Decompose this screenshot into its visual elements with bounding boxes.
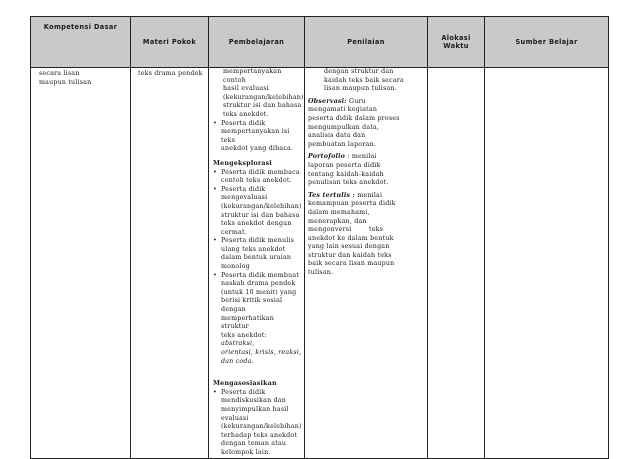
- header-kompetensi-dasar: Kompetensi Dasar: [31, 17, 131, 68]
- eksplorasi-heading: Mengeksplorasi: [213, 159, 273, 167]
- pembelajaran-continued: [213, 68, 302, 120]
- text-line: mempertanyakan isi teks: [221, 128, 290, 144]
- list-item: [213, 272, 302, 367]
- text-fragment: Guru: [346, 97, 366, 105]
- text-line: cermat.: [221, 228, 247, 236]
- list-item: [213, 120, 302, 154]
- text-line: mempertanyakan contoh: [223, 68, 282, 84]
- text-line: dengan teman atau: [221, 440, 287, 448]
- header-sumber-belajar: Sumber Belajar: [485, 17, 609, 68]
- text-line: peserta didik dalam proses: [308, 114, 400, 122]
- text-fragment: menilai: [355, 191, 383, 199]
- text-line: kaidah teks baik secara: [324, 76, 404, 84]
- tes-tertulis-block: [308, 192, 425, 278]
- text-line: tulisan.: [308, 269, 334, 277]
- text-line: Peserta didik: [221, 119, 266, 127]
- text-fragment: teks anekdot:: [221, 331, 267, 339]
- observasi-label: Observasi:: [308, 97, 347, 105]
- list-item: [213, 389, 302, 458]
- text-line: dengan struktur dan: [324, 68, 394, 75]
- list-item: [213, 237, 302, 271]
- text-line: contoh teks anekdot.: [221, 177, 292, 185]
- bullet-icon: •: [213, 237, 217, 245]
- kompetensi-line: secara lisan: [39, 70, 80, 77]
- text-line: Peserta didik membaca: [221, 168, 300, 176]
- text-line: Peserta didik menulis: [221, 237, 295, 245]
- text-line: analisis data dan: [308, 132, 366, 140]
- text-line: (kekurangan/kelebihan): [221, 202, 302, 210]
- text-line: (untuk 10 menit) yang: [221, 288, 297, 296]
- pembelajaran-cell: [209, 68, 305, 459]
- text-line: mengamati kegiatan: [308, 106, 378, 114]
- text-line: hasil evaluasi: [223, 85, 269, 93]
- bullet-icon: •: [213, 185, 217, 193]
- text-line: terhadap teks anekdot: [221, 431, 298, 439]
- text-line: dalam bentuk uraian: [221, 254, 292, 262]
- bullet-list: [213, 169, 302, 367]
- text-line: ulang teks anekdot: [221, 245, 286, 253]
- text-line: mengonversi teks: [308, 226, 384, 234]
- text-line: [308, 98, 425, 107]
- header-penilaian: Penilaian: [305, 17, 428, 68]
- text-line: memperhatikan struktur: [221, 314, 275, 331]
- list-item: [213, 169, 302, 186]
- text-line: lisan maupun tulisan.: [324, 85, 397, 93]
- text-line: kemampuan peserta didik: [308, 200, 396, 208]
- text-line: baik secara lisan maupun: [308, 260, 395, 268]
- text-line: menerapkan, dan: [308, 217, 367, 225]
- text-line: laporan peserta didik: [308, 161, 381, 169]
- text-line: menyimpulkan hasil: [221, 405, 289, 413]
- text-line: tentang kaidah-kaidah: [308, 170, 384, 178]
- text-line: (kekurangan/kelebihan): [221, 423, 302, 431]
- portofolio-block: [308, 153, 425, 187]
- text-line: struktur isi dan bahasa: [221, 211, 300, 219]
- bullet-icon: •: [213, 388, 217, 396]
- text-line: [221, 332, 302, 349]
- text-line: Peserta didik: [221, 185, 266, 193]
- text-fragment: : menilai: [345, 153, 377, 161]
- bullet-list: [213, 389, 302, 458]
- text-line: [308, 153, 425, 162]
- italic-term: orientasi, krisis, reaksi,: [221, 349, 302, 356]
- asosiasi-heading: Mengasosiasikan: [213, 380, 277, 388]
- list-item: [213, 186, 302, 238]
- text-line: struktur isi dan bahasa: [223, 102, 302, 110]
- text-line: yang lain sesuai dengan: [308, 243, 390, 251]
- penilaian-cell: [305, 68, 428, 459]
- italic-term: dan coda.: [221, 357, 254, 365]
- materi-cell: [131, 68, 209, 459]
- bullet-icon: •: [213, 168, 217, 176]
- text-line: (kekurangan/kelebihan): [223, 93, 304, 101]
- text-line: berisi kritik sosial dengan: [221, 297, 283, 314]
- penilaian-continued: [308, 68, 425, 94]
- text-line: mengevaluasi: [221, 194, 268, 202]
- bullet-icon: •: [213, 271, 217, 279]
- lesson-plan-table: [30, 16, 609, 459]
- text-line: mendiskusikan dan: [221, 397, 287, 405]
- kompetensi-line: maupun tulisan: [39, 78, 92, 86]
- header-materi-pokok: Materi Pokok: [131, 17, 209, 68]
- text-line: penulisan teks anekdot.: [308, 179, 389, 187]
- italic-term: abstraksi,: [221, 340, 255, 348]
- header-alokasi-waktu: Alokasi Waktu: [428, 17, 485, 68]
- text-line: Peserta didik membuat: [221, 271, 300, 279]
- materi-text: teks drama pendek: [138, 70, 203, 77]
- text-line: [308, 192, 425, 201]
- text-line: pembuatan laporan.: [308, 140, 376, 148]
- text-line: teks anekdot dengan: [221, 220, 292, 228]
- sumber-cell: [485, 68, 609, 459]
- text-line: dalam memahami,: [308, 208, 370, 216]
- header-row: [31, 17, 609, 68]
- text-line: struktur dan kaidah teks: [308, 251, 392, 259]
- text-line: mengumpulkan data,: [308, 123, 380, 131]
- alokasi-cell: [428, 68, 485, 459]
- header-pembelajaran: Pembelajaran: [209, 17, 305, 68]
- bullet-icon: •: [213, 119, 217, 127]
- table-row: [31, 68, 609, 459]
- text-line: anekdot ke dalam bentuk: [308, 234, 394, 242]
- bullet-list: [213, 120, 302, 154]
- text-line: monolog: [221, 263, 250, 271]
- observasi-block: [308, 98, 425, 150]
- text-line: naskah drama pendek: [221, 280, 296, 288]
- text-line: anekdot yang dibaca.: [221, 145, 294, 153]
- text-line: Peserta didik: [221, 388, 266, 396]
- text-line: evaluasi: [221, 414, 249, 422]
- text-line: kelompok lain.: [221, 448, 271, 456]
- text-line: teks anekdot.: [223, 110, 269, 118]
- portofolio-label: Portofolio: [308, 153, 346, 161]
- kompetensi-cell: [31, 68, 131, 459]
- tes-tertulis-label: Tes tertulis :: [308, 191, 356, 199]
